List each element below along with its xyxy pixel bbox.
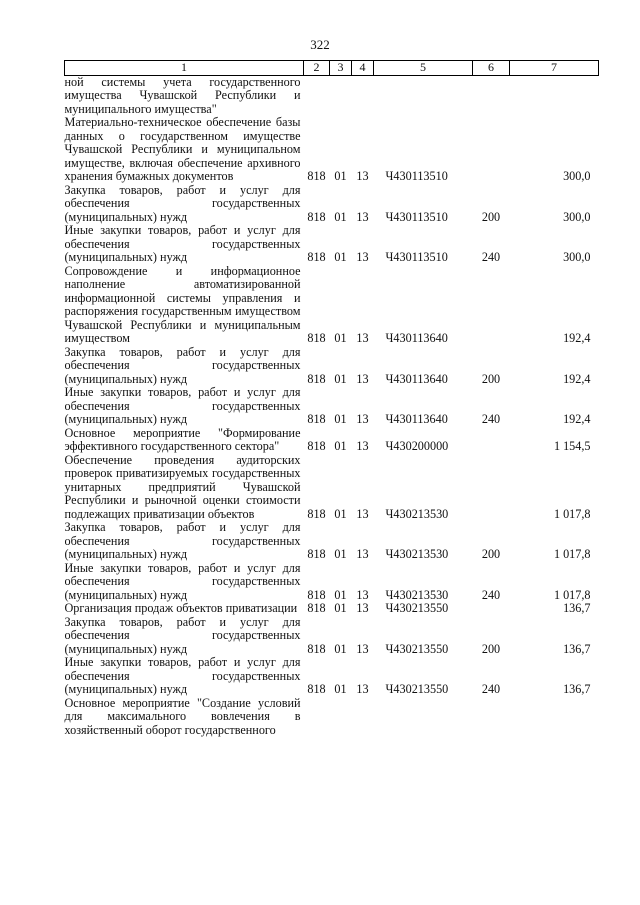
table-row [65,184,599,225]
table-row [65,265,599,346]
row-section: 01 [334,412,347,426]
row-name: Основное мероприятие "Формирование эффективного государственного сектора" [64,425,301,453]
row-target-article: Ч430213550 [385,641,449,656]
table-row [65,427,599,454]
row-amount: 300,0 [563,250,591,264]
row-target-article: Ч430113640 [385,412,448,426]
row-subsection: 13 [356,587,369,602]
table-row [65,116,599,184]
row-expense-type: 200 [481,641,501,656]
row-name: Материально-техническое обеспечение базы данных о государственном имуществе Чувашской Республики и муниципальном имуществе, включая обеспечение архивного хранения бумажных документов [64,115,301,183]
row-admin-code: 818 [307,209,326,224]
row-target-article [374,697,473,738]
row-name: Иные закупки товаров, работ и услуг для обеспечения государственных (муниципальных) нужд [64,223,301,264]
row-section: 01 [334,209,347,224]
row-section: 01 [334,682,347,696]
row-amount: 1 017,8 [553,506,591,521]
header-admin: 2 [304,61,330,76]
row-amount: 192,4 [563,412,591,426]
row-name: Организация продаж объектов приватизации [64,601,298,615]
row-admin-code: 818 [307,506,326,521]
row-name: Иные закупки товаров, работ и услуг для обеспечения государственных (муниципальных) нужд [64,560,301,602]
table-row [65,562,599,603]
row-target-article: Ч430213550 [385,682,449,696]
row-subsection: 13 [356,682,369,696]
row-amount: 300,0 [563,169,591,183]
row-target-article: Ч430213530 [385,547,449,561]
row-name: Закупка товаров, работ и услуг для обеспечения государственных (муниципальных) нужд [64,182,301,224]
row-name: Обеспечение проведения аудиторских проверок приватизируемых государственных унитарных предприятий Чувашской Республики и рыночной оценки стоимости подлежащих приватизации объектов [64,452,301,521]
row-admin-code: 818 [307,682,326,696]
header-subsection: 4 [352,61,374,76]
row-amount: 136,7 [563,682,591,696]
row-expense-type [473,602,510,616]
row-amount [510,75,599,116]
row-expense-type: 200 [481,209,501,224]
header-section: 3 [330,61,352,76]
table-row [65,521,599,562]
table-row [65,602,599,616]
row-expense-type: 200 [481,371,501,386]
row-subsection: 13 [356,412,369,426]
row-expense-type: 240 [481,250,501,264]
row-subsection: 13 [356,439,369,453]
header-target: 5 [374,61,473,76]
row-section: 01 [334,587,347,602]
row-subsection: 13 [356,209,369,224]
header-amount: 7 [510,61,599,76]
row-name: Закупка товаров, работ и услуг для обеспечения государственных (муниципальных) нужд [64,614,301,656]
row-admin-code: 818 [307,601,326,615]
header-name: 1 [65,61,304,76]
table-row [65,346,599,387]
row-target-article [374,75,473,116]
row-expense-type [473,116,510,184]
row-subsection: 13 [356,601,369,615]
row-name: ной системы учета государственного имущества Чувашской Республики и муниципального имущества" [64,74,301,116]
row-name: Закупка товаров, работ и услуг для обеспечения государственных (муниципальных) нужд [64,344,301,386]
row-target-article: Ч430200000 [385,439,449,453]
table-row [65,75,599,116]
row-admin-code: 818 [307,439,326,453]
row-name: Сопровождение и информационное наполнение автоматизированной информационной системы управления и распоряжения государственным имуществом Чувашской Республики и муниципальным имуществом [64,263,301,345]
row-target-article: Ч430213550 [385,601,449,615]
row-admin-code: 818 [307,169,326,183]
row-subsection: 13 [356,331,369,345]
row-section: 01 [334,641,347,656]
row-target-article: Ч430113640 [385,371,448,386]
row-amount: 192,4 [563,331,591,345]
row-name: Иные закупки товаров, работ и услуг для обеспечения государственных (муниципальных) нужд [64,385,301,426]
row-subsection [352,75,374,116]
row-name: Основное мероприятие "Создание условий для максимального вовлечения в хозяйственный оборот государственного [64,695,301,737]
row-subsection: 13 [356,371,369,386]
row-subsection: 13 [356,641,369,656]
row-admin-code: 818 [307,250,326,264]
header-row [65,61,599,76]
row-section [330,697,352,738]
row-name: Закупка товаров, работ и услуг для обеспечения государственных (муниципальных) нужд [64,520,301,561]
row-expense-type [473,265,510,346]
row-section [330,75,352,116]
row-amount: 136,7 [563,601,591,615]
row-section: 01 [334,601,347,615]
row-target-article: Ч430113640 [385,331,448,345]
row-amount: 1 154,5 [553,439,591,453]
row-admin-code: 818 [307,641,326,656]
row-section: 01 [334,169,347,183]
row-subsection: 13 [356,250,369,264]
table-row [65,454,599,522]
row-subsection: 13 [356,506,369,521]
table-row [65,224,599,265]
row-admin-code: 818 [307,547,326,561]
row-target-article: Ч430213530 [385,506,449,521]
row-admin-code: 818 [307,371,326,386]
row-subsection: 13 [356,547,369,561]
row-section: 01 [334,506,347,521]
row-expense-type: 240 [481,412,501,426]
row-target-article: Ч430113510 [385,169,448,183]
row-admin-code: 818 [307,587,326,602]
row-target-article: Ч430113510 [385,250,448,264]
row-expense-type: 200 [481,547,501,561]
row-section: 01 [334,371,347,386]
row-section: 01 [334,331,347,345]
row-subsection [352,697,374,738]
row-expense-type [473,427,510,454]
row-amount [510,697,599,738]
header-type: 6 [473,61,510,76]
row-subsection: 13 [356,169,369,183]
row-expense-type [473,75,510,116]
row-section: 01 [334,250,347,264]
budget-table [64,60,599,737]
row-amount: 1 017,8 [553,547,591,561]
row-amount: 192,4 [563,371,591,386]
row-section: 01 [334,547,347,561]
row-section: 01 [334,439,347,453]
row-target-article: Ч430213530 [385,587,449,602]
row-admin-code: 818 [307,331,326,345]
row-target-article: Ч430113510 [385,209,448,224]
row-expense-type: 240 [481,587,501,602]
table-row [65,386,599,427]
row-admin-code: 818 [307,412,326,426]
table-row [65,616,599,657]
row-amount: 136,7 [563,641,591,656]
row-expense-type: 240 [481,682,501,696]
row-admin-code [304,697,330,738]
row-amount: 1 017,8 [553,587,591,602]
row-expense-type [473,454,510,522]
row-expense-type [473,697,510,738]
table-row [65,656,599,697]
row-name: Иные закупки товаров, работ и услуг для обеспечения государственных (муниципальных) нужд [64,655,301,696]
table-row [65,697,599,738]
row-admin-code [304,75,330,116]
page-number: 322 [310,37,330,52]
row-amount: 300,0 [563,209,591,224]
